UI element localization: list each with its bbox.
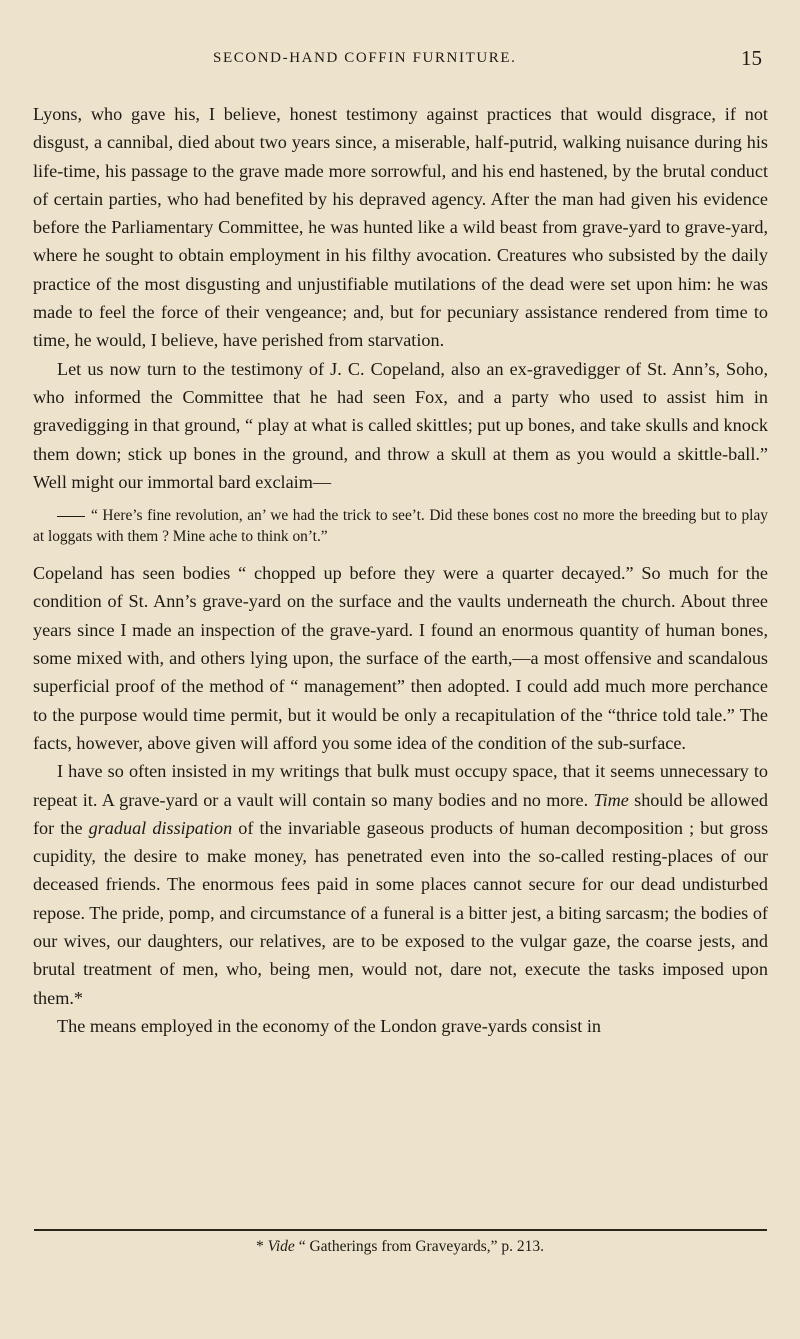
footnote: [0, 1238, 800, 1256]
shakespeare-quote: [33, 505, 768, 547]
paragraph-bulk-space-start: I have so often insisted in my writings that bulk must occupy space, that it seems unnecessary to repeat it. A grave-yard or a vault will contain so many bodies and no more.: [33, 761, 768, 810]
footnote-vide: Vide: [267, 1238, 295, 1255]
paragraph-lyons: Lyons, who gave his, I believe, honest testimony against practices that would disgrace, if not disgust, a cannibal, died about two years since, a miserable, half-putrid, walking nuisance during his life-time, his passage to the grave made more sorrowful, and his end hastened, by the brutal conduct of certain parties, who had benefited by his depraved agency. After the man had given his evidence before the Parliamentary Committee, he was hunted like a wild beast from grave-yard to grave-yard, where he sought to obtain employment in his filthy avocation. Creatures who subsisted by the daily practice of the most disgusting and unjustifiable mutilations of the dead were set upon him: he was made to feel the force of their vengeance; and, but for pecuniary assistance rendered from time to time, he would, I believe, have perished from starvation.: [33, 104, 768, 351]
footnote-text: “ Gatherings from Graveyards,” p. 213.: [298, 1238, 545, 1255]
emphasis-gradual-dissipation: gradual dissipation: [88, 817, 233, 838]
running-title: SECOND-HAND COFFIN FURNITURE.: [213, 50, 517, 66]
footnote-rule: [34, 1229, 767, 1231]
paragraph-bulk-space-middle: should be allowed for the: [33, 789, 769, 838]
paragraph-means-employed: The means employed in the economy of the London grave-yards consist in: [57, 1015, 601, 1036]
quote-text: “ Here’s fine revolution, an’ we had the trick to see’t. Did these bones cost no more the breeding but to play at loggats with them ? Mine ache to think on’t.”: [33, 507, 768, 546]
paragraph-st-anns: Copeland has seen bodies “ chopped up before they were a quarter decayed.” So much for the condition of St. Ann’s grave-yard on the surface and the vaults underneath the church. About three years since I made an inspection of the grave-yard. I found an enormous quantity of human bones, some mixed with, and others lying upon, the surface of the earth,—a most offensive and scandalous superficial proof of the method of “ management” then adopted. I could add much more perchance to the purpose would time permit, but it would be only a recapitulation of the “thrice told tale.” The facts, however, above given will afford you some idea of the condition of the sub-surface.: [33, 563, 768, 753]
running-header: [33, 46, 768, 78]
emphasis-time: Time: [593, 789, 629, 810]
quote-dash: [57, 516, 85, 517]
footnote-marker: *: [255, 1238, 264, 1255]
body-text: [33, 100, 768, 1040]
book-page: [33, 46, 768, 1040]
paragraph-copeland-testimony: Let us now turn to the testimony of J. C. Copeland, also an ex-gravedigger of St. Ann’s, Soho, who informed the Committee that he had seen Fox, and a party who used to assist him in gravedigging in that ground, “ play at what is called skittles; put up bones, and take skulls and knock them down; stick up bones in the ground, and throw a skull at them as you would a skittle-ball.” Well might our immortal bard exclaim—: [33, 358, 768, 492]
paragraph-bulk-space: [33, 757, 768, 1012]
paragraph-bulk-space-end: of the invariable gaseous products of human decomposition ; but gross cupidity, the desire to make money, has penetrated even into the so-called resting-places of our deceased friends. The enormous fees paid in some places cannot secure for our dead undisturbed repose. The pride, pomp, and circumstance of a funeral is a bitter jest, a biting sarcasm; the bodies of our wives, our daughters, our relatives, are to be exposed to the vulgar gaze, the coarse jests, and brutal treatment of men, who, being men, would not, dare not, execute the tasks imposed upon them.*: [33, 817, 769, 1008]
page-number: 15: [741, 46, 762, 70]
